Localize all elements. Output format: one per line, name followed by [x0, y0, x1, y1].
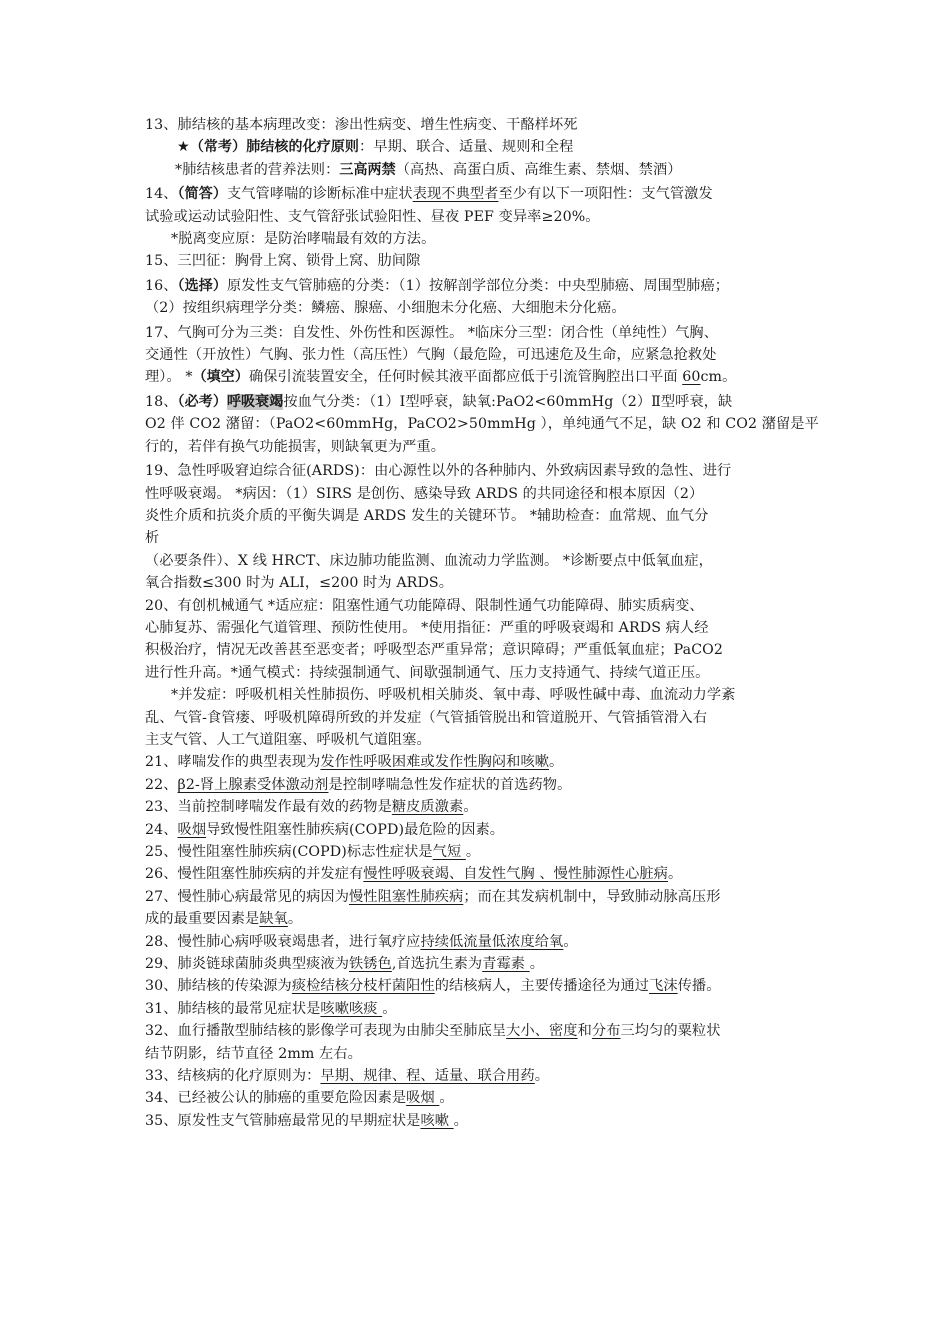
item-24-text-a: 24、 [145, 821, 178, 838]
item-31 [145, 998, 825, 1020]
item-13-nutrition [145, 159, 825, 181]
item-20-complications-cont [145, 707, 825, 752]
item-18-text-c: 行的，若伴有换气功能损害，则缺氧更为严重。 [145, 438, 446, 455]
nutrition-rule: 三高两禁 [339, 161, 396, 178]
item-25 [145, 841, 825, 863]
item-17-text-c2: 确保引流装置安全，任何时候其液平面都应低于引流管胸腔出口平面 [248, 369, 683, 386]
item-19-text-b: 性呼吸衰竭。 *病因：（1）SIRS 是创伤、感染导致 ARDS 的共同途径和根本原因（2） [145, 485, 704, 502]
item-31-answer: 咳嗽咳痰 [320, 1000, 383, 1017]
item-33-text-b: 。 [534, 1068, 550, 1085]
item-23-answer: 糖皮质激素 [391, 799, 464, 816]
nutrition-detail: （高热、高蛋白质、高维生素、禁烟、禁酒） [395, 161, 682, 178]
item-18-number: 18、 [145, 393, 178, 410]
item-29-text-b: ,首选抗生素为 [391, 956, 483, 973]
chemo-principle-title: 肺结核的化疗原则 [246, 139, 360, 156]
item-29-answer-1: 铁锈色 [349, 956, 392, 973]
item-20-text-b: 心肺复苏、需强化气道管理、预防性使用。 *使用指征：严重的呼吸衰竭和 ARDS 病人经 [145, 619, 709, 636]
item-34-text-b: 。 [439, 1090, 454, 1107]
item-19-text-e: （必要条件）、X 线 HRCT、床边肺功能监测、血流动力学监测。 *诊断要点中低氧血症， [145, 552, 713, 569]
item-30-text-a: 30、肺结核的传染源为 [145, 978, 292, 995]
item-35-text-a: 35、原发性支气管肺癌最常见的早期症状是 [145, 1112, 421, 1129]
item-29 [145, 953, 825, 975]
item-34-text-a: 34、已经被公认的肺癌的重要危险因素是 [145, 1090, 407, 1107]
tag-short-answer: （简答） [177, 186, 227, 203]
item-23-text-a: 23、当前控制哮喘发作最有效的药物是 [145, 799, 392, 816]
item-26-text-b: 。 [667, 866, 683, 883]
chemo-principle-text: ：早期、联合、适量、规则和全程 [359, 139, 574, 156]
item-13-text: 13、肺结核的基本病理改变：渗出性病变、增生性病变、干酪样坏死 [145, 117, 578, 133]
item-22-answer: β2-肾上腺素受体激动剂 [177, 776, 329, 793]
item-16-text-b: （2）按组织病理学分类：鳞癌、腺癌、小细胞未分化癌、大细胞未分化癌。 [145, 300, 626, 317]
item-31-text-b: 。 [382, 1000, 397, 1017]
item-14-underline: 表现不典型者 [412, 186, 499, 203]
item-27-answer-1: 慢性阻塞性肺疾病 [349, 888, 464, 905]
item-23-text-b: 。 [463, 799, 478, 816]
item-16-number: 16、 [145, 277, 178, 294]
item-14-note-text: *脱离变应原：是防治哮喘最有效的方法。 [171, 231, 436, 248]
item-20 [145, 595, 825, 685]
item-20-text-a: 20、有创机械通气 *适应症：阻塞性通气功能障碍、限制性通气功能障碍、肺实质病变、 [145, 597, 704, 614]
item-20-text-f: 乱、气管-食管瘘、呼吸机障碍所致的并发症（气管插管脱出和管道脱开、气管插管滑入右 [145, 709, 708, 726]
item-22-text-a: 22、 [145, 776, 178, 793]
item-14-note [145, 228, 825, 250]
highlight-respiratory-failure: 呼吸衰竭 [226, 393, 284, 410]
item-27 [145, 886, 825, 931]
item-28-text-b: 。 [563, 933, 578, 950]
item-20-text-g: 主支气管、人工气道阻塞、呼吸机气道阻塞。 [145, 731, 431, 748]
item-17-text-c3: cm。 [700, 369, 737, 386]
item-22 [145, 774, 825, 796]
item-30-text-b: 的结核病人，主要传播途径为通过 [434, 978, 650, 995]
item-27-text-c: 成的最重要因素是 [145, 911, 260, 928]
item-19 [145, 460, 825, 594]
item-17-text-a: 17、气胸可分为三类：自发性、外伤性和医源性。 *临床分三型：闭合性（单纯性）气胸、 [145, 324, 718, 341]
item-28-answer: 持续低流量低浓度给氧 [420, 933, 564, 950]
item-22-text-b: 是控制哮喘急性发作症状的首选药物。 [328, 776, 572, 793]
item-35-text-b: 。 [453, 1112, 468, 1129]
item-32-text-b: 和 [577, 1023, 592, 1040]
item-19-text-c: 炎性介质和抗炎介质的平衡失调是 ARDS 发生的关键环节。 *辅助检查：血常规、血气分 [145, 507, 709, 524]
item-14-text-c: 试验或运动试验阳性、支气管舒张试验阳性、昼夜 PEF 变异率≥20%。 [145, 208, 600, 225]
item-29-text-c: 。 [529, 956, 544, 973]
item-24 [145, 819, 825, 841]
item-32 [145, 1020, 825, 1065]
item-26-answer: 慢性呼吸衰竭、自发性气胸 、慢性肺源性心脏病 [363, 866, 668, 883]
item-25-text-b: 。 [465, 844, 481, 860]
tag-choice: （选择） [177, 277, 227, 294]
item-34 [145, 1087, 825, 1109]
item-33-answer: 早期、规律、程、适量、联合用药 [320, 1068, 535, 1085]
item-20-text-e: *并发症：呼吸机相关性肺损伤、呼吸机相关肺炎、氧中毒、呼吸性碱中毒、血流动力学紊 [171, 687, 736, 704]
item-25-answer: 气短 [432, 844, 466, 860]
item-19-text-f: 氧合指数≤300 时为 ALI，≤200 时为 ARDS。 [145, 575, 454, 592]
item-23 [145, 796, 825, 818]
item-17-text-b: 交通性（开放性）气胸、张力性（高压性）气胸（最危险，可迅速危及生命，应紧急抢救处 [145, 347, 717, 364]
tag-common-exam: （常考） [189, 139, 247, 156]
item-13-principle [145, 136, 825, 158]
item-21-text-a: 21、哮喘发作的典型表现为 [145, 754, 321, 771]
item-26 [145, 863, 825, 885]
document-page [145, 114, 825, 1132]
item-24-answer: 吸烟 [177, 821, 207, 838]
item-15 [145, 250, 825, 272]
item-30-text-c: 传播。 [677, 978, 721, 995]
item-25-text-a: 25、慢性阻塞性肺疾病(COPD)标志性症状是 [145, 844, 433, 860]
item-24-text-b: 导致慢性阻塞性肺疾病(COPD)最危险的因素。 [206, 821, 505, 838]
item-27-text-a: 27、慢性肺心病最常见的病因为 [145, 888, 349, 905]
item-32-answer-1: 大小、密度 [506, 1023, 578, 1040]
item-32-answer-2: 分布 [591, 1023, 621, 1040]
item-30-answer-2: 飞沫 [649, 978, 678, 995]
item-35 [145, 1110, 825, 1132]
item-32-text-a: 32、血行播散型肺结核的影像学可表现为由肺尖至肺底呈 [145, 1023, 507, 1040]
item-26-text-a: 26、慢性阻塞性肺疾病的并发症有 [145, 866, 364, 883]
item-17-underline: 60 [682, 369, 701, 386]
item-32-text-d: 结节阴影，结节直径 2mm 左右。 [145, 1045, 362, 1062]
item-18-text-a: 按血气分类：（1）Ⅰ型呼衰，缺氧:PaO2<60mmHg（2）Ⅱ型呼衰，缺 [283, 393, 733, 410]
item-28-text-a: 28、慢性肺心病呼吸衰竭患者，进行氧疗应 [145, 933, 421, 950]
item-14 [145, 183, 825, 228]
item-29-text-a: 29、肺炎链球菌肺炎典型痰液为 [145, 956, 349, 973]
star-icon: ★ [177, 139, 190, 156]
item-17-text-c1: 理）。 * [145, 369, 193, 386]
item-16-text-a: 原发性支气管肺癌的分类：（1）按解剖学部位分类：中央型肺癌、周围型肺癌； [226, 277, 730, 294]
item-32-text-c: 三均匀的粟粒状 [620, 1023, 721, 1040]
item-21-text-b: 。 [549, 754, 564, 771]
item-14-number: 14、 [145, 186, 178, 203]
tag-must-exam: （必考） [177, 393, 227, 410]
item-29-answer-2: 青霉素 [482, 956, 530, 973]
item-34-answer: 吸烟 [406, 1090, 440, 1107]
item-20-complications [145, 684, 825, 706]
item-35-answer: 咳嗽 [420, 1112, 454, 1129]
item-27-text-b: ；而在其发病机制中，导致肺动脉高压形 [463, 888, 721, 905]
tag-fill-blank: （填空） [192, 369, 249, 386]
item-17 [145, 322, 825, 389]
item-18-text-b: O2 伴 CO2 潴留：（PaO2<60mmHg，PaCO2>50mmHg ），单纯通气不足，缺 O2 和 CO2 潴留是平 [145, 416, 819, 433]
item-21-answer: 发作性呼吸困难或发作性胸闷和咳嗽 [320, 754, 550, 771]
item-20-text-d: 进行性升高。*通气模式：持续强制通气、间歇强制通气、压力支持通气、持续气道正压。 [145, 664, 710, 681]
item-27-text-d: 。 [287, 911, 303, 928]
item-15-text: 15、三凹征：胸骨上窝、锁骨上窝、肋间隙 [145, 253, 421, 270]
item-13 [145, 114, 825, 136]
item-30 [145, 975, 825, 997]
item-28 [145, 931, 825, 953]
item-33-text-a: 33、结核病的化疗原则为： [145, 1068, 321, 1085]
item-14-text-b: 至少有以下一项阳性：支气管激发 [498, 186, 713, 203]
item-16 [145, 275, 825, 320]
item-31-text-a: 31、肺结核的最常见症状是 [145, 1000, 321, 1017]
item-33 [145, 1065, 825, 1087]
item-27-answer-2: 缺氧 [259, 911, 288, 928]
item-14-text-a: 支气管哮喘的诊断标准中症状 [226, 186, 413, 203]
item-18 [145, 391, 825, 458]
item-19-text-a: 19、急性呼吸窘迫综合征(ARDS)：由心源性以外的各种肺内、外致病因素导致的急性、进行 [145, 463, 732, 480]
item-21 [145, 751, 825, 773]
item-30-answer-1: 痰检结核分枝杆菌阳性 [291, 978, 435, 995]
nutrition-label: *肺结核患者的营养法则： [175, 161, 340, 178]
item-20-text-c: 积极治疗，情况无改善甚至恶变者；呼吸型态严重异常；意识障碍；严重低氧血症；PaCO2 [145, 642, 724, 659]
item-19-text-d: 析 [145, 530, 160, 547]
